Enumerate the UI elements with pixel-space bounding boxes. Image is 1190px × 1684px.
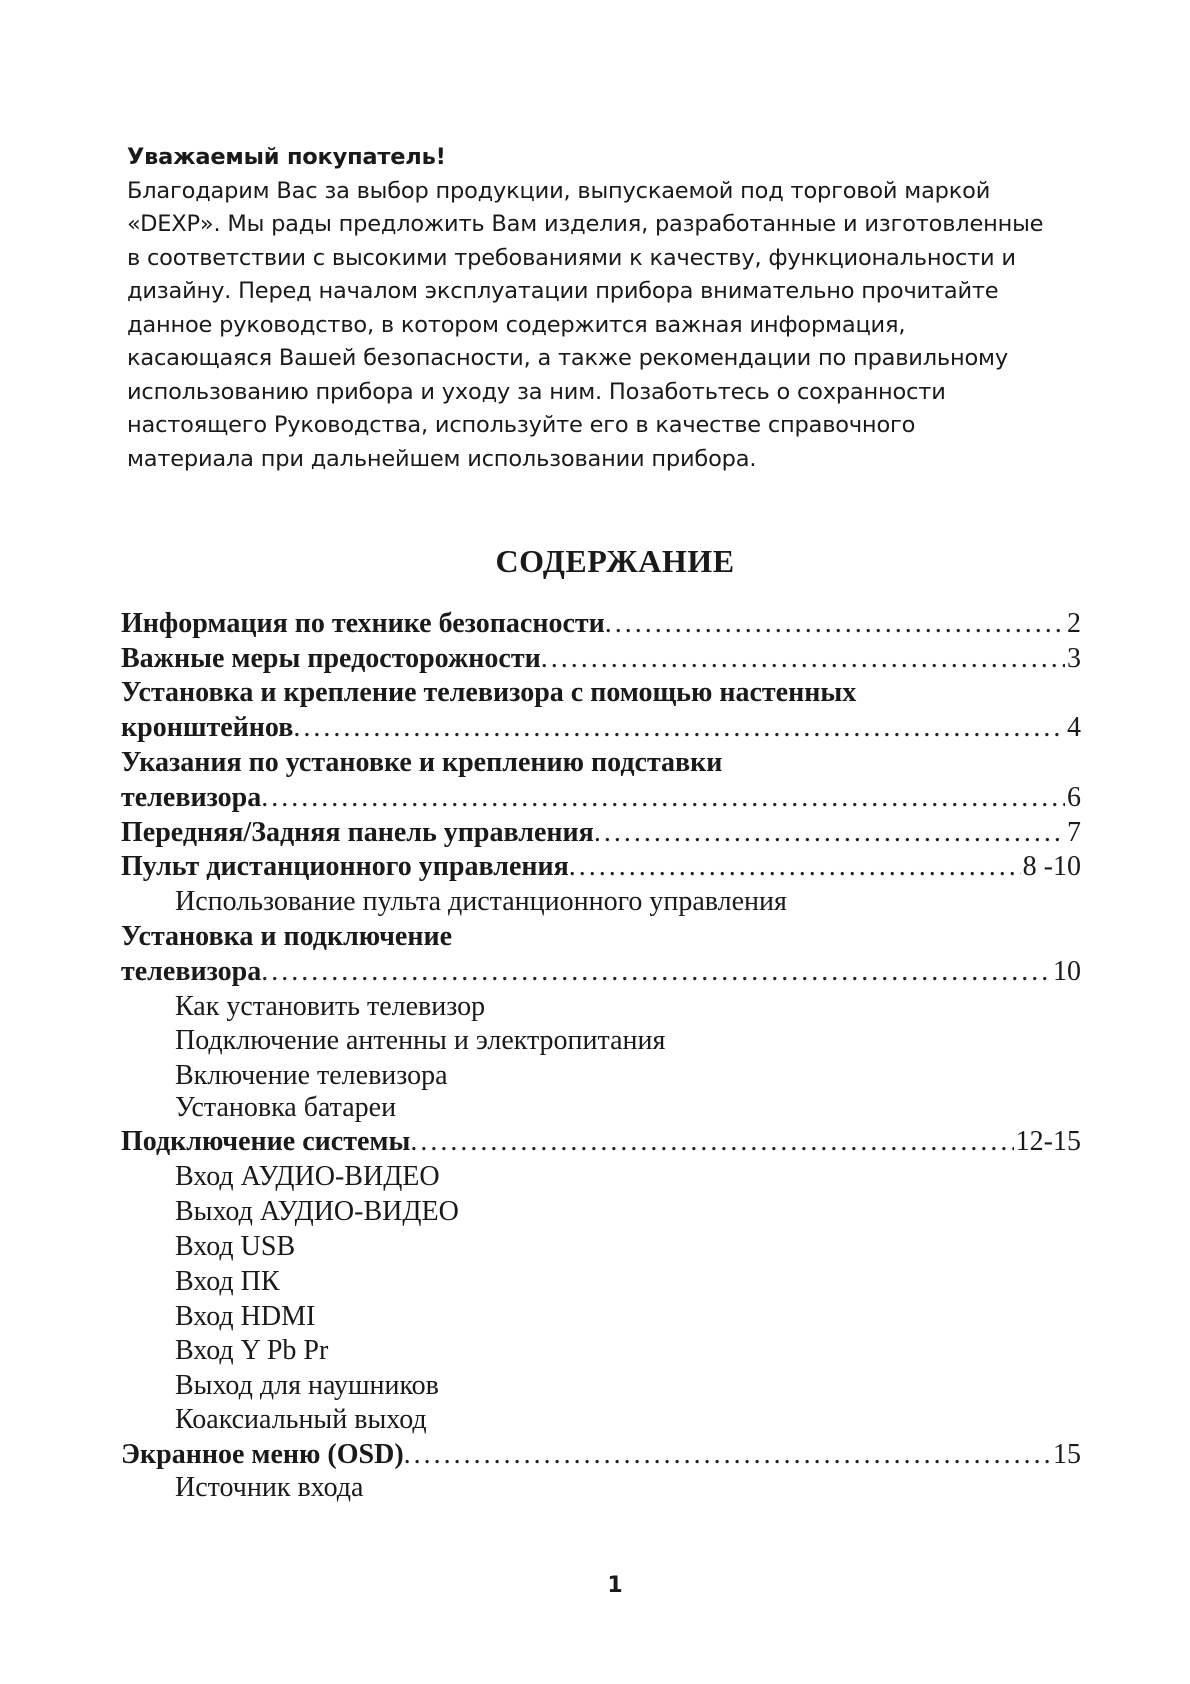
toc-entry-page: 3 [1067, 643, 1081, 674]
intro-line: данное руководство, в котором содержится важная информация, [127, 311, 906, 338]
toc-title: СОДЕРЖАНИЕ [495, 543, 735, 579]
toc-entry[interactable] [121, 851, 1081, 883]
toc-entry-label: Передняя/Задняя панель управления [121, 817, 594, 848]
toc-subitem[interactable]: Включение телевизора [175, 1060, 448, 1091]
toc-subitem[interactable]: Вход USB [175, 1231, 296, 1262]
toc-entry-label: Важные меры предосторожности [121, 643, 541, 674]
intro-line: использованию прибора и уходу за ним. Позаботьтесь о сохранности [127, 378, 946, 405]
toc-subitem[interactable]: Вход Y Pb Pr [175, 1335, 329, 1366]
toc-entry-label: телевизора [121, 956, 262, 987]
toc-subitem[interactable]: Как установить телевизор [175, 991, 486, 1022]
toc-entry[interactable] [121, 1126, 1081, 1158]
toc-leader-dots [569, 851, 1021, 883]
toc-entry-page: 12-15 [1015, 1126, 1081, 1157]
toc-leader-dots [293, 712, 1065, 744]
toc-entry[interactable] [121, 643, 1081, 675]
intro-line: касающаяся Вашей безопасности, а также рекомендации по правильному [127, 345, 1008, 371]
toc-subitem[interactable]: Подключение антенны и электропитания [175, 1025, 666, 1056]
toc-subitem[interactable]: Выход АУДИО-ВИДЕО [175, 1196, 459, 1227]
toc-subitem[interactable]: Источник входа [175, 1472, 364, 1503]
toc-entry-page: 4 [1067, 712, 1081, 743]
toc-leader-dots [410, 1126, 1013, 1158]
toc-leader-dots [404, 1439, 1051, 1471]
toc-entry-label: кронштейнов [121, 712, 294, 743]
intro-line: Благодарим Вас за выбор продукции, выпускаемой под торговой маркой [127, 177, 991, 204]
toc-entry-page: 15 [1053, 1439, 1081, 1470]
toc-leader-dots [594, 817, 1065, 849]
toc-entry-first-line[interactable]: Установка и крепление телевизора с помощью настенных [121, 677, 857, 708]
toc-entry[interactable] [121, 712, 1081, 744]
toc-subitem[interactable]: Выход для наушников [175, 1370, 439, 1401]
intro-line: «DEXP». Мы рады предложить Вам изделия, разработанные и изготовленные [127, 211, 1044, 237]
toc-entry-label: Пульт дистанционного управления [121, 851, 569, 882]
toc-entry-page: 6 [1067, 782, 1081, 813]
intro-line: материала при дальнейшем использовании прибора. [127, 445, 757, 472]
toc-leader-dots [261, 782, 1065, 814]
page-number: 1 [607, 1573, 623, 1598]
intro-line: в соответствии с высокими требованиями к качеству, функциональности и [127, 244, 1016, 271]
toc-entry[interactable] [121, 956, 1081, 988]
toc-leader-dots [541, 643, 1065, 675]
toc-entry[interactable] [121, 817, 1081, 849]
toc-entry-page: 10 [1053, 956, 1081, 987]
intro-line: настоящего Руководства, используйте его в качестве справочного [127, 412, 916, 438]
intro-line: дизайну. Перед началом эксплуатации прибора внимательно прочитайте [127, 278, 999, 304]
toc-entry-label: телевизора [121, 782, 262, 813]
toc-subitem[interactable]: Использование пульта дистанционного управления [175, 886, 787, 917]
toc-entry[interactable] [121, 1439, 1081, 1471]
toc-leader-dots [605, 608, 1065, 640]
toc-subitem[interactable]: Коаксиальный выход [175, 1404, 427, 1435]
toc-entry[interactable] [121, 782, 1081, 814]
toc-subitem[interactable]: Вход HDMI [175, 1301, 316, 1332]
toc-subitem[interactable]: Вход ПК [175, 1266, 280, 1297]
toc-entry-page: 8 -10 [1022, 851, 1081, 882]
toc-entry-label: Экранное меню (OSD) [121, 1439, 404, 1470]
toc-entry-label: Подключение системы [121, 1126, 411, 1157]
toc-subitem[interactable]: Вход АУДИО-ВИДЕО [175, 1161, 440, 1192]
toc-leader-dots [261, 956, 1051, 988]
intro-section [127, 141, 1067, 476]
toc-entry-first-line[interactable]: Установка и подключение [121, 921, 453, 952]
toc-entry[interactable] [121, 608, 1081, 640]
toc-entry-page: 2 [1067, 608, 1081, 639]
intro-heading: Уважаемый покупатель! [127, 144, 446, 170]
toc-subitem[interactable]: Установка батареи [175, 1092, 397, 1123]
toc-entry-first-line[interactable]: Указания по установке и креплению подставки [121, 747, 723, 778]
toc-entry-page: 7 [1067, 817, 1081, 848]
toc-entry-label: Информация по технике безопасности [121, 608, 605, 639]
